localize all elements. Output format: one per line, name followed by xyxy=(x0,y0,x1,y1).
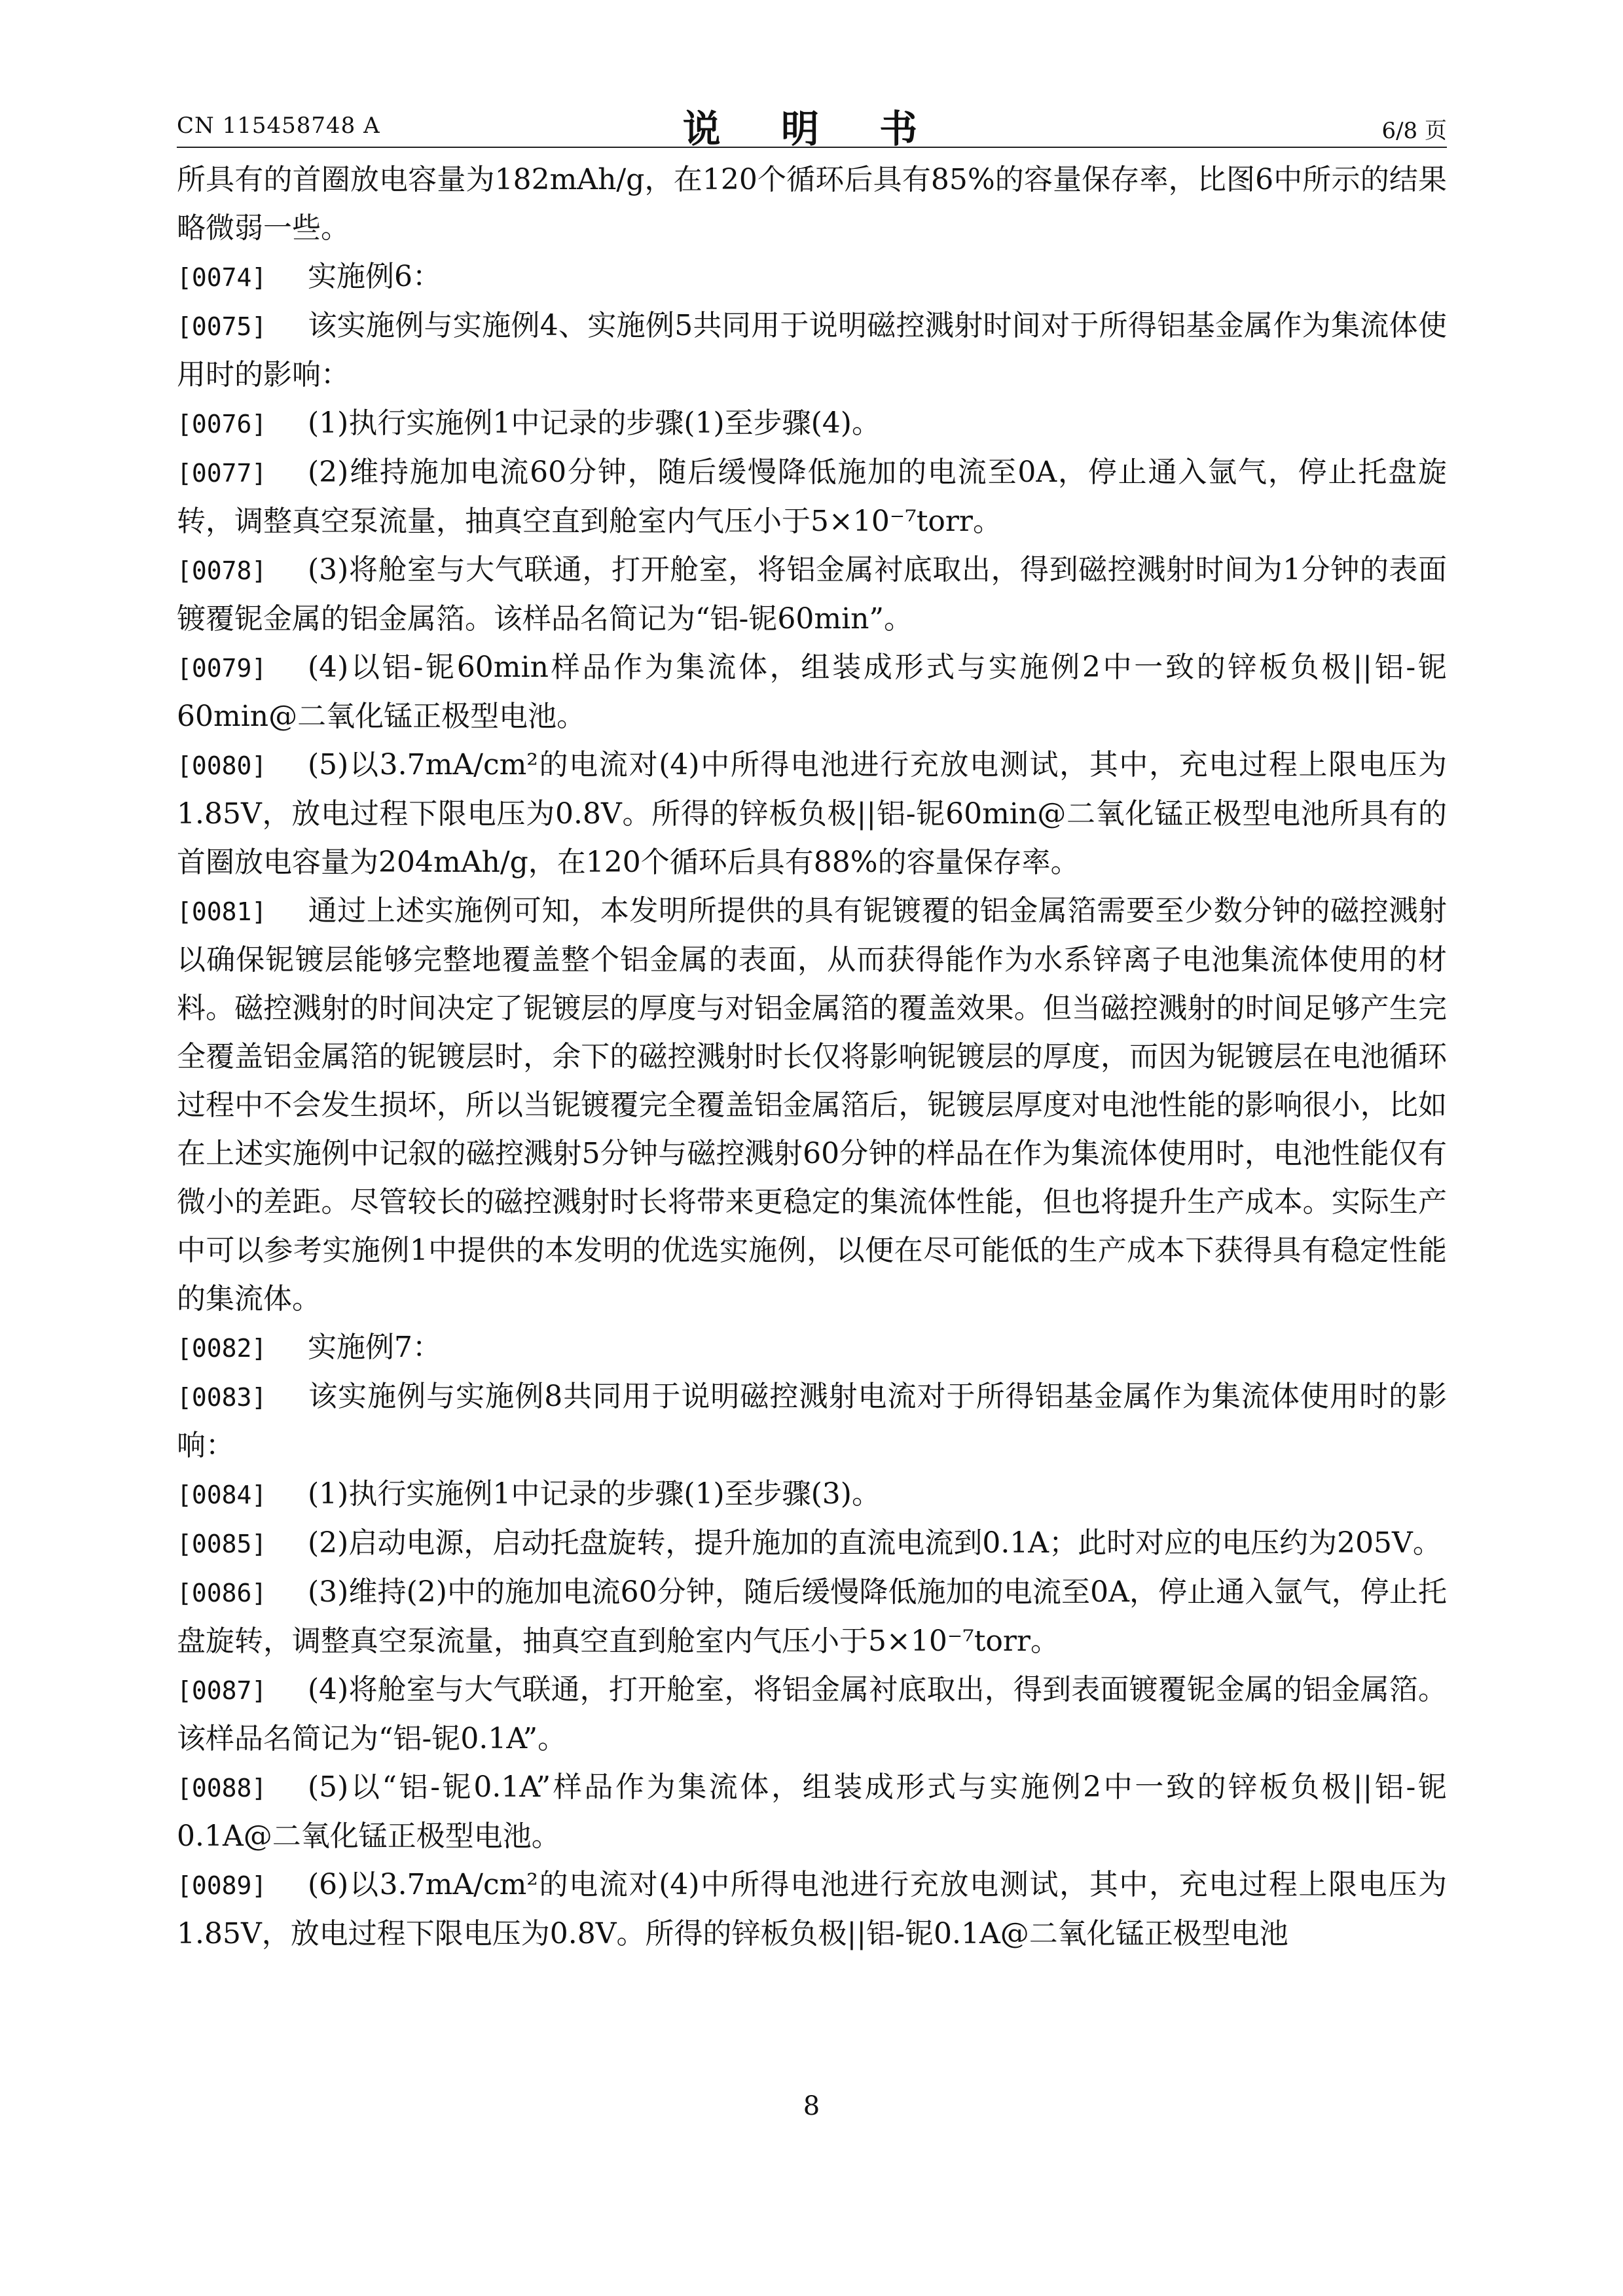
paragraph xyxy=(177,741,1447,887)
paragraph-text: (3)将舱室与大气联通，打开舱室，将铝金属衬底取出，得到磁控溅射时间为1分钟的表面镀覆铌金属的铝金属箔。该样品名简记为“铝-铌60min”。 xyxy=(177,553,1447,636)
paragraph-text: 实施例7： xyxy=(308,1331,441,1364)
paragraph-number: [0084] xyxy=(177,1480,267,1509)
page-indicator: 6/8 页 xyxy=(1381,118,1447,144)
paragraph-number: [0085] xyxy=(177,1530,267,1558)
paragraph-text: (4)以铝-铌60min样品作为集流体，组装成形式与实施例2中一致的锌板负极||铝-铌60min@二氧化锰正极型电池。 xyxy=(177,651,1447,733)
page-number: 8 xyxy=(803,2091,820,2121)
paragraph xyxy=(177,448,1447,546)
paragraph xyxy=(177,546,1447,643)
paragraph-text: (5)以“铝-铌0.1A”样品作为集流体，组装成形式与实施例2中一致的锌板负极||铝-铌0.1A@二氧化锰正极型电池。 xyxy=(177,1770,1447,1853)
paragraph-number: [0074] xyxy=(177,263,267,292)
paragraph-number: [0081] xyxy=(177,897,267,926)
paragraph-number: [0078] xyxy=(177,556,267,585)
paragraph-text: (1)执行实施例1中记录的步骤(1)至步骤(3)。 xyxy=(308,1477,881,1511)
paragraph-text: (1)执行实施例1中记录的步骤(1)至步骤(4)。 xyxy=(308,406,881,440)
paragraph-number: [0082] xyxy=(177,1334,267,1363)
paragraph-text: 该实施例与实施例8共同用于说明磁控溅射电流对于所得铝基金属作为集流体使用时的影响： xyxy=(177,1380,1447,1462)
paragraph xyxy=(177,156,1447,253)
paragraph-text: (4)将舱室与大气联通，打开舱室，将铝金属衬底取出，得到表面镀覆铌金属的铝金属箔。该样品名简记为“铝-铌0.1A”。 xyxy=(177,1673,1447,1755)
paragraph-number: [0083] xyxy=(177,1383,267,1412)
paragraph xyxy=(177,1568,1447,1666)
paragraph-text: 通过上述实施例可知，本发明所提供的具有铌镀覆的铝金属箔需要至少数分钟的磁控溅射以确保铌镀层能够完整地覆盖整个铝金属的表面，从而获得能作为水系锌离子电池集流体使用的材料。磁控溅射的时间决定了铌镀层的厚度与对铝金属箔的覆盖效果。但当磁控溅射的时间足够产生完全覆盖铝金属箔的铌镀层时，余下的磁控溅射时长仅将影响铌镀层的厚度，而因为铌镀层在电池循环过程中不会发生损坏，所以当铌镀覆完全覆盖铝金属箔后，铌镀层厚度对电池性能的影响很小，比如在上述实施例中记叙的磁控溅射5分钟与磁控溅射60分钟的样品在作为集流体使用时，电池性能仅有微小的差距。尽管较长的磁控溅射时长将带来更稳定的集流体性能，但也将提升生产成本。实际生产中可以参考实施例1中提供的本发明的优选实施例，以便在尽可能低的生产成本下获得具有稳定性能的集流体。 xyxy=(177,894,1447,1316)
paragraph xyxy=(177,1763,1447,1861)
paragraph-text: (3)维持(2)中的施加电流60分钟，随后缓慢降低施加的电流至0A，停止通入氩气，停止托盘旋转，调整真空泵流量，抽真空直到舱室内气压小于5×10⁻⁷torr。 xyxy=(177,1575,1447,1658)
paragraph xyxy=(177,1666,1447,1763)
paragraph-number: [0077] xyxy=(177,459,267,488)
paragraph-text: (6)以3.7mA/cm²的电流对(4)中所得电池进行充放电测试，其中，充电过程上限电压为1.85V，放电过程下限电压为0.8V。所得的锌板负极||铝-铌0.1A@二氧化锰正极型电池 xyxy=(177,1868,1447,1950)
header-rule xyxy=(177,147,1447,148)
paragraph xyxy=(177,1323,1447,1372)
paragraph-number: [0089] xyxy=(177,1871,267,1900)
paragraph xyxy=(177,887,1447,1323)
paragraph-text: 该实施例与实施例4、实施例5共同用于说明磁控溅射时间对于所得铝基金属作为集流体使用时的影响： xyxy=(177,309,1447,391)
paragraph-text: 实施例6： xyxy=(308,260,441,293)
paragraph xyxy=(177,399,1447,448)
page-header xyxy=(177,98,1447,151)
document-title: 说 明 书 xyxy=(682,107,941,151)
paragraph xyxy=(177,1861,1447,1958)
paragraph-text: (2)维持施加电流60分钟，随后缓慢降低施加的电流至0A，停止通入氩气，停止托盘旋转，调整真空泵流量，抽真空直到舱室内气压小于5×10⁻⁷torr。 xyxy=(177,456,1447,538)
paragraph xyxy=(177,253,1447,302)
paragraph-number: [0080] xyxy=(177,751,267,780)
paragraph-text: (5)以3.7mA/cm²的电流对(4)中所得电池进行充放电测试，其中，充电过程上限电压为1.85V，放电过程下限电压为0.8V。所得的锌板负极||铝-铌60min@二氧化锰正极型电池所具有的首圈放电容量为204mAh/g，在120个循环后具有88%的容量保存率。 xyxy=(177,748,1447,879)
paragraph xyxy=(177,643,1447,741)
paragraph xyxy=(177,1372,1447,1470)
paragraph xyxy=(177,1519,1447,1568)
paragraph-text: 所具有的首圈放电容量为182mAh/g，在120个循环后具有85%的容量保存率，比图6中所示的结果略微弱一些。 xyxy=(177,163,1447,245)
paragraph xyxy=(177,1470,1447,1519)
paragraph-number: [0075] xyxy=(177,312,267,341)
paragraph xyxy=(177,302,1447,399)
paragraph-number: [0079] xyxy=(177,654,267,683)
paragraph-number: [0086] xyxy=(177,1579,267,1607)
body-text xyxy=(177,156,1447,1958)
publication-number: CN 115458748 A xyxy=(177,113,380,139)
paragraph-number: [0088] xyxy=(177,1774,267,1803)
paragraph-number: [0076] xyxy=(177,410,267,439)
paragraph-number: [0087] xyxy=(177,1676,267,1705)
paragraph-text: (2)启动电源，启动托盘旋转，提升施加的直流电流到0.1A；此时对应的电压约为205V。 xyxy=(308,1526,1442,1560)
